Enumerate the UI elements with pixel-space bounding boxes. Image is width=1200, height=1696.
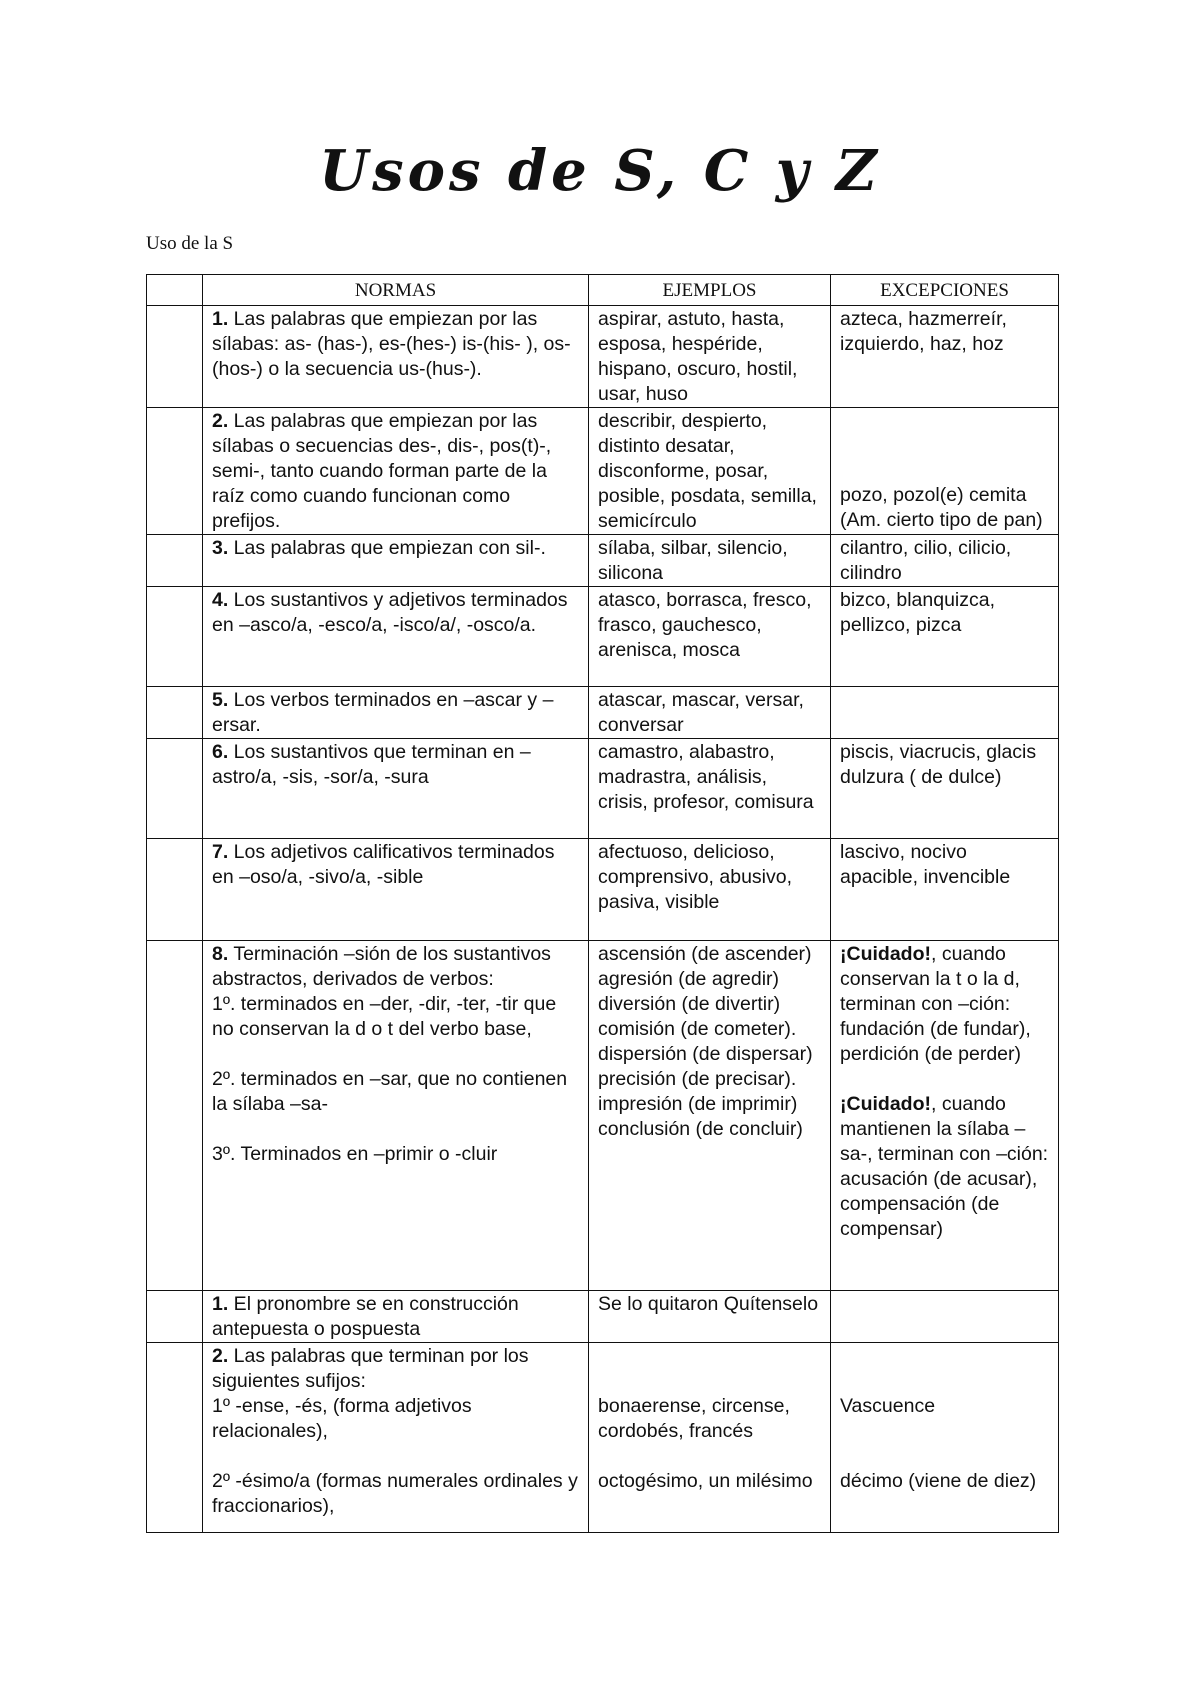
rule-text: El pronombre se en construcción antepuesta o pospuesta [212,1293,519,1340]
excepciones-cell [831,1291,1059,1343]
spacer [598,1344,821,1369]
table-row [147,1291,1059,1343]
excepciones-cell [831,1343,1059,1533]
table-row [147,587,1059,687]
row-marker-cell [147,306,203,408]
rule-subpoint: 1º -ense, -és, (forma adjetivos relacionales), [212,1395,472,1442]
rule-intro: 2. Las palabras que terminan por los siguientes sufijos: [212,1345,529,1392]
exception-text: pozo, pozol(e) cemita (Am. cierto tipo de pan) [840,484,1043,531]
table-row [147,535,1059,587]
caution-label: ¡Cuidado! [840,1093,931,1115]
row-marker-cell [147,687,203,739]
excepciones-cell: azteca, hazmerreír, izquierdo, haz, hoz [831,306,1059,408]
norma-cell [203,306,589,408]
norma-cell [203,687,589,739]
section-subtitle: Uso de la S [146,233,234,254]
ejemplos-cell: aspirar, astuto, hasta, esposa, hespéride, hispano, oscuro, hostil, usar, huso [589,306,831,408]
rule-text: Las palabras que empiezan por las sílabas: as- (has-), es-(hes-) is-(his- ), os-(hos-) o la secuencia us-(hus-). [212,308,571,380]
table-header-row [147,275,1059,306]
rule-text: Los verbos terminados en –ascar y –ersar. [212,689,554,736]
ejemplos-cell: Se lo quitaron Quítenselo [589,1291,831,1343]
spacer [840,1369,1049,1394]
header-normas: NORMAS [203,275,589,306]
excepciones-cell: bizco, blanquizca, pellizco, pizca [831,587,1059,687]
ejemplos-cell: ascensión (de ascender) agresión (de agredir) diversión (de divertir) comisión (de cometer). dispersión (de dispersar) precisión (de precisar). impresión (de imprimir) conclusión (de concluir) [589,941,831,1291]
row-marker-cell [147,1291,203,1343]
excepciones-cell: cilantro, cilio, cilicio, cilindro [831,535,1059,587]
caution-note: ¡Cuidado!, cuando conservan la t o la d, terminan con –ción: fundación (de fundar), perdición (de perder) [840,943,1031,1065]
spacer [840,1444,1049,1469]
excepciones-cell [831,687,1059,739]
rule-number: 5. [212,689,229,711]
row-marker-cell [147,535,203,587]
spacer [598,1444,821,1469]
norma-cell [203,739,589,839]
spacer [212,1042,579,1067]
ejemplos-cell: camastro, alabastro, madrastra, análisis, crisis, profesor, comisura [589,739,831,839]
header-excepciones: EXCEPCIONES [831,275,1059,306]
ejemplos-cell: afectuoso, delicioso, comprensivo, abusivo, pasiva, visible [589,839,831,941]
excepciones-cell: lascivo, nocivo apacible, invencible [831,839,1059,941]
rule-subpoint: 1º. terminados en –der, -dir, -ter, -tir que no conservan la d o t del verbo base, [212,993,557,1040]
rule-text: Los adjetivos calificativos terminados en –oso/a, -sivo/a, -sible [212,841,555,888]
row-marker-cell [147,408,203,535]
table-row [147,687,1059,739]
rule-text: Los sustantivos que terminan en –astro/a, -sis, -sor/a, -sura [212,741,531,788]
rule-number: 8. [212,943,229,965]
spacer [840,1344,1049,1369]
rule-number: 3. [212,537,229,559]
row-marker-cell [147,739,203,839]
norma-cell [203,839,589,941]
excepciones-cell [831,941,1059,1291]
norma-cell [203,1291,589,1343]
page-title: Usos de S, C y Z [319,138,881,204]
rule-subpoint: 2º. terminados en –sar, que no contienen la sílaba –sa- [212,1068,568,1115]
rule-subpoint: 2º -ésimo/a (formas numerales ordinales y fraccionarios), [212,1470,578,1517]
row-marker-cell [147,839,203,941]
spacer [598,1369,821,1394]
rule-text: Las palabras que empiezan por las sílabas o secuencias des-, dis-, pos(t)-, semi-, tanto cuando forman parte de la raíz como cuando funcionan como prefijos. [212,410,552,532]
ejemplos-cell: atascar, mascar, versar, conversar [589,687,831,739]
table-row [147,408,1059,535]
norma-cell [203,1343,589,1533]
norma-cell [203,941,589,1291]
spacer [212,1117,579,1142]
header-blank [147,275,203,306]
table-row [147,839,1059,941]
exception-text: Vascuence [840,1395,936,1417]
rule-number: 2. [212,1345,229,1367]
rule-number: 6. [212,741,229,763]
spacer [840,1067,1049,1092]
excepciones-cell [831,408,1059,535]
rule-number: 2. [212,410,229,432]
ejemplos-cell: sílaba, silbar, silencio, silicona [589,535,831,587]
table-row [147,739,1059,839]
rule-intro: 8. Terminación –sión de los sustantivos abstractos, derivados de verbos: [212,943,551,990]
rule-text: Las palabras que empiezan con sil-. [228,537,546,559]
row-marker-cell [147,587,203,687]
spacer [212,1444,579,1469]
header-ejemplos: EJEMPLOS [589,275,831,306]
ejemplos-cell: atasco, borrasca, fresco, frasco, gauchesco, arenisca, mosca [589,587,831,687]
example-text: bonaerense, circense, cordobés, francés [598,1395,790,1442]
caution-label: ¡Cuidado! [840,943,931,965]
ejemplos-cell: describir, despierto, distinto desatar, disconforme, posar, posible, posdata, semilla, semicírculo [589,408,831,535]
row-marker-cell [147,941,203,1291]
table-row [147,1343,1059,1533]
rules-table [146,274,1059,1533]
ejemplos-cell [589,1343,831,1533]
rule-number: 4. [212,589,229,611]
excepciones-cell: piscis, viacrucis, glacis dulzura ( de dulce) [831,739,1059,839]
rule-text: Los sustantivos y adjetivos terminados en –asco/a, -esco/a, -isco/a/, -osco/a. [212,589,568,636]
table-row [147,941,1059,1291]
rule-number: 7. [212,841,229,863]
exception-text: décimo (viene de diez) [840,1470,1037,1492]
rule-number: 1. [212,308,229,330]
table-row [147,306,1059,408]
caution-note: ¡Cuidado!, cuando mantienen la sílaba –sa-, terminan con –ción: acusación (de acusar), compensación (de compensar) [840,1093,1049,1240]
norma-cell [203,587,589,687]
example-text: octogésimo, un milésimo [598,1470,813,1492]
rule-subpoint: 3º. Terminados en –primir o -cluir [212,1143,498,1165]
rule-number: 1. [212,1293,229,1315]
row-marker-cell [147,1343,203,1533]
norma-cell [203,535,589,587]
norma-cell [203,408,589,535]
